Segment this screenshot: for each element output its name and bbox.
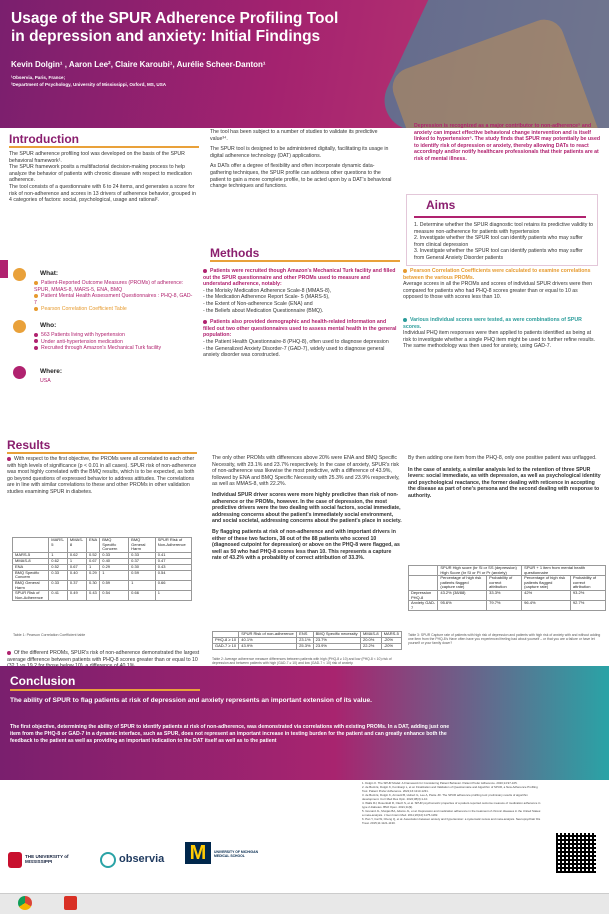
table-row (13, 570, 192, 580)
aim-item: 3. Investigate whether the SPUR tool can identify patients who may suffer from General Anxiety Disorder patients (414, 248, 583, 261)
table-header-cell: Probability of correct attribution (570, 576, 605, 591)
who-item-text: Under anti-hypertension medication (41, 338, 123, 345)
table-cell: 0.40 (67, 570, 86, 580)
table-cell: 0.66 (129, 591, 156, 601)
methods-detail: Individual PHQ item responses were then applied to patients identified as being at risk to investigate whether a single PHQ item might be used to further refine results. The same methodology was then used for anxiety, using GAD-7. (403, 330, 596, 350)
conclusion-heading: Conclusion (10, 674, 76, 688)
affiliation: ¹Observia, Paris, France; (11, 75, 66, 80)
table-cell: -20% (381, 644, 401, 650)
conclusion-lead: The ability of SPUR to flag patients at risk of depression and anxiety represents an important extension of its value. (10, 697, 373, 704)
table-header-cell: ENS (297, 632, 313, 638)
results-col3 (408, 455, 603, 500)
table-cell: 1 (67, 558, 86, 564)
reference-item: 3. de Bock E, Dolgin K, Arnould B, Hubert G, Lee A, Piette JD. The SPUR adherence profiling tool: preliminary results of algorithm development. Curr Med Res Opin. 2022;38(3):1-10. (362, 793, 528, 801)
table-cell: 1 (155, 591, 191, 601)
table-cell: Depression PHQ-8 (409, 590, 438, 600)
methods-subitem: - the Generalized Anxiety Disorder-7 (GAD-7), widely used to diagnose general anxiety disorder was constructed. (203, 345, 385, 359)
methods-heading: Methods (210, 246, 260, 260)
table-header-cell: BMQ Specific Concern (100, 538, 129, 553)
bullet-icon (34, 294, 38, 298)
aims-divider (414, 216, 586, 218)
table-cell: 23.9% (313, 644, 360, 650)
affiliations (11, 74, 166, 88)
table-cell: 0.54 (100, 591, 129, 601)
table-cell: 95.6% (438, 601, 487, 611)
table2-caption: Table 2: Average adherence measure differences between patients with high (PHQ-8 ≥ 10) and low (PHQ-8 < 10) risk of depression and between patients with high (GAD-7 ≥ 10) and low (GAD-7 < 10) risk of anxiety. (212, 657, 392, 665)
table-header-cell: SPUR + 1 item from mental health questionnaire (522, 566, 606, 576)
table-cell: 1 (129, 580, 156, 590)
table-row (213, 644, 402, 650)
bullet-icon (34, 339, 38, 343)
methods-point (203, 268, 398, 288)
table-cell: 20.0% (360, 638, 381, 644)
table-cell: 1 (100, 570, 129, 580)
bullet-icon (34, 307, 38, 311)
reference-item: 6. Pan Y, Cai W, Cheng Q, et al. Association between anxiety and hypertension: a systematic review and meta-analysis. Neuropsychiatr Dis Treat. 2015;11:1121-1130. (362, 817, 541, 825)
table-cell: 0.59 (129, 570, 156, 580)
intro-paragraph: The tool consists of a questionnaire with 6 to 24 items, and generates a score for risk of non-adherence and scores in 13 drivers of adherence behavior, grouped in 4 categories of factors: social, psychological, usage and rational². (9, 183, 196, 204)
table-header-cell: MARS-5 (49, 538, 68, 553)
bullet-icon (203, 269, 207, 273)
what-item (34, 306, 194, 313)
results-paragraph: By flagging patients at risk of non-adherence and with important drivers in either of these two factors, 38 out of the 88 patients who scored 10 (diagnosed cutpoint for depression) or above on the PHQ-8 were flagged, as well as 50 who had PHQ-8 scores less than 10. This represents a capture rate of 43.2% with a probability of correct attribution of 33.3%. (212, 528, 400, 562)
bullet-icon (403, 269, 407, 273)
table-header-cell: Probability of correct attribution (487, 576, 522, 591)
observia-logo-text: observia (119, 853, 165, 865)
bullet-icon (34, 281, 38, 285)
table-cell: 22.2% (360, 644, 381, 650)
conclusion-body: The first objective, determining the ability of SPUR to identify patients at risk of non-adherence, was demonstrated via correlations with existing PROMs. In a DAT, adding just one item from the PHQ-8 or GAD-7 in a dynamic interface, such as SPUR, does not represent an important increase in testing burden for the patient and can greatly enhance both the feedback to the patient as well as providing an important indication to the DAT itself as well as to the patient (10, 724, 450, 744)
intro-paragraph: As DATs offer a degree of flexibility and often incorporate dynamic data-gathering techniques, the SPUR profile can address other questions to the patient to gain a more complete profile, to be acted upon by a DAT's behavioral change techniques and functions. (210, 163, 392, 190)
results-paragraph: The only other PROMs with differences above 20% were ENA and BMQ Specific Necessity, with 23.1% and 23.7% respectively. In the case of anxiety, SPUR's risk of non-adherence was likewise the most predictive, with a difference of 43.9%, followed by ENA and BMQ Specific Necessity with 25.3% and 23.9% respectively, as well as MMAS-8, with 22.2%. (212, 455, 400, 488)
intro-paragraph: The SPUR framework posits a multifactorial decision-making process to help analyze the behavior of patients with chronic disease with respect to medication adherence. (9, 164, 192, 184)
table-cell: BMQ General Harm (13, 580, 49, 590)
results-paragraph: Of the different PROMs, SPUR's risk of non-adherence demonstrated the largest average difference between patients with PHQ-8 scores greater than or equal to 10 (7, 650, 200, 663)
who-item-text: 563 Patients living with hypertension (41, 332, 125, 338)
where-value: USA (40, 378, 51, 384)
intro-divider (9, 146, 199, 148)
table-cell: 0.30 (129, 564, 156, 570)
table-cell: 40.1% (239, 638, 297, 644)
table-header-row (13, 538, 192, 553)
question-icon (13, 268, 26, 281)
table-header-cell (409, 566, 438, 576)
table-header-row (409, 566, 606, 576)
table-cell: 23.1% (297, 638, 313, 644)
results-paragraph: With respect to the first objective, the PROMs were all correlated to each other with high levels of significance (p < 0.01 in all cases). SPUR risk of non-adherence was most highly correlated with the BMQ results, which is to be expected, as both go beyond questions of expressed behavior to address attitudes. The correlations are in line with similar correlations to these and other PROMs in other validation studies examining SPUR in diabetes. (7, 456, 197, 495)
who-item-text: Recruited through Amazon's Mechanical Turk facility (41, 345, 162, 352)
methods-point (403, 268, 598, 281)
pdf-icon[interactable] (64, 896, 77, 910)
table-cell: 25.3% (297, 644, 313, 650)
correlation-table (12, 537, 192, 601)
methods-point-text: Pearson Correlation Coefficients were calculated to examine correlations between the various PROMs. (403, 268, 591, 281)
table1-caption: Table 1: Pearson Correlation Coefficient table (13, 633, 86, 637)
table-cell: 33.3% (487, 590, 522, 600)
title-line: Usage of the SPUR Adherence Profiling Tool (11, 10, 339, 27)
qr-code (556, 833, 596, 873)
table3-caption: Table 3: SPUR Capture rate of patients with high risk of depression and patients with high risk of anxiety with and without adding one item from the PHQ-8's Have often have you experienced feeling bad about yourself – or that you are a failure or have let yourself or your family down? (408, 633, 601, 645)
conclusion-band (0, 666, 609, 780)
michigan-logo-text: UNIVERSITY OF MICHIGAN MEDICAL SCHOOL (214, 850, 259, 858)
methods-subitem: - the Extent of Non-adherence Scale (ENA) and (203, 300, 313, 307)
table-header-cell: ENA (87, 538, 100, 553)
differences-table (212, 631, 402, 650)
what-label: What: (40, 270, 59, 277)
where-label: Where: (40, 368, 63, 375)
table-cell: 43.9% (239, 644, 297, 650)
what-item-text: Patient-Reported Outcome Measures (PROMs) of adherence: SPUR, MMAS-8, MARS-5, ENA, BMQ (34, 280, 184, 293)
taskbar (0, 893, 609, 914)
methods-subitem: - the Beliefs about Medication Questionnaire (BMQ). (203, 307, 324, 314)
aims-list (414, 222, 594, 262)
ole-miss-seal-icon (8, 852, 22, 868)
bullet-icon (34, 346, 38, 350)
table-cell: 0.54 (155, 570, 191, 580)
table-cell: 0.67 (67, 564, 86, 570)
table-row (13, 580, 192, 590)
table-cell: Anxiety GAD-7 (409, 601, 438, 611)
methods-subitem: - the Morisky Medication Adherence Scale-8 (MMAS-8), (203, 287, 332, 294)
table-cell: 0.33 (100, 552, 129, 558)
side-accent (0, 260, 8, 278)
table-cell: 23.7% (313, 638, 360, 644)
who-list (34, 332, 194, 352)
table-cell: 0.33 (129, 552, 156, 558)
table-header-cell: Percentage of high risk patients flagged (capture rate) (522, 576, 571, 591)
observia-logo-icon (100, 852, 116, 868)
aim-item: 1. Determine whether the SPUR diagnostic tool retains its predictive validity to measure non-adherence for patients with hypertension (414, 222, 594, 235)
table-cell: 0.49 (67, 591, 86, 601)
table-header-cell: SPUR Risk of Non-Adherence (155, 538, 191, 553)
table-cell: 1 (87, 564, 100, 570)
table-cell: 0.37 (67, 580, 86, 590)
location-icon (13, 366, 26, 379)
reference-item: 2. de Bock E, Dolgin K, Kombargi L, et al. Finalization and Validation of Questionnaire and Algorithm of SPUR, a New Adherence Profiling Tool. Patient Prefer Adherence. 2022;16:1213-1231. (362, 785, 538, 793)
chrome-icon[interactable] (18, 896, 32, 910)
michigan-m-icon: M (185, 842, 211, 864)
table-cell: MARS-5 (13, 552, 49, 558)
methods-point (203, 319, 398, 339)
methods-point-text: Patients also provided demographic and health-related information and filled out two other questionnaires used to assess mental health in the general population: (203, 319, 397, 339)
reference-item: 5. Grenard JL, Munjas BA, Adams JL, et al. Depression and medication adherence in the treatment of chronic diseases in the United States: a meta-analysis. J Gen Intern Med. 2011;26(10):1175-1182. (362, 809, 541, 817)
results-paragraph: In the case of anxiety, a similar analysis led to the retention of three SPUR levers: social immediate, as with depression, as well as psychological identity and psychological reactance, the former dealing with reticence in accepting the disease as part of one's persona and the second dealing with response to authority. (408, 466, 601, 499)
table-header-cell: MMAS-8 (67, 538, 86, 553)
methods-detail: Average scores in all the PROMs and scores of individual SPUR drivers were then compared for patients who had PHQ-8 scores greater than or equal to 10 as opposed to those with scores less than 10. (403, 281, 593, 301)
table-header-cell (409, 576, 438, 591)
table-cell: 0.62 (49, 558, 68, 564)
ole-miss-logo-text: THE UNIVERSITY of MISSISSIPPI (25, 854, 69, 865)
table-cell: 42% (522, 590, 571, 600)
methods-col1 (203, 268, 398, 359)
intro-paragraph: The SPUR tool is designed to be administered digitally, facilitating its usage in digital adherence technology (DAT) applications. (210, 146, 389, 159)
methods-point-text: Various individual scores were tested, as were combinations of SPUR scores. (403, 316, 582, 330)
table-cell: 79.7% (487, 601, 522, 611)
capture-rate-table (408, 565, 606, 611)
table-header-cell: MARS-5 (381, 632, 401, 638)
table-cell: 0.41 (49, 591, 68, 601)
table-header-cell: BMQ Specific necessity (313, 632, 360, 638)
table-cell: 0.40 (100, 558, 129, 564)
table-cell: 0.59 (100, 580, 129, 590)
table-cell: 43.2% (38/88) (438, 590, 487, 600)
table-cell: 0.43 (155, 564, 191, 570)
methods-col2 (403, 268, 598, 350)
table-header-cell: BMQ General Harm (129, 538, 156, 553)
table-cell: 0.33 (49, 570, 68, 580)
intro-highlight: Depression is recognized as a major contributor to non-adherence⁵ and anxiety can impact effective behavioral change intervention and is itself linked to hypertension⁶. The study finds that SPUR may potentially be used to identify risk of depression or anxiety, thereby allowing DATs to react accordingly and/or notify healthcare professionals that their patients are at risk of mental illness. (414, 123, 600, 162)
title-line: in depression and anxiety: Initial Findings (11, 28, 321, 45)
who-label: Who: (40, 322, 57, 329)
methods-point (403, 317, 598, 330)
table-cell: 0.62 (67, 552, 86, 558)
references (362, 781, 542, 825)
table-cell: GAD-7 ≥ 10 (213, 644, 239, 650)
table-cell: 0.29 (87, 570, 100, 580)
table-cell: PHQ-8 ≥ 10 (213, 638, 239, 644)
results-heading: Results (7, 438, 51, 452)
table-cell: 0.52 (49, 564, 68, 570)
table-cell: 0.67 (87, 558, 100, 564)
table-cell: 0.47 (155, 558, 191, 564)
table-row (13, 591, 192, 601)
person-icon (13, 320, 26, 333)
what-item-text: Patient Mental Health Assessment Questionnaires : PHQ-8, GAD-7 (34, 293, 193, 306)
table-cell: 0.29 (100, 564, 129, 570)
who-item (34, 332, 194, 339)
reference-item: 4. Walls RJ, Rosenfeld R, Olech S, et al. SPUR psychometric properties of a patient-reported outcome measure of medication adherence in type 2 diabetes. BMJ Open. 2021;11(9). (362, 801, 541, 809)
table-cell: ENA (13, 564, 49, 570)
table-header-cell: MMAS-8 (360, 632, 381, 638)
intro-paragraph: The tool has been subject to a number of studies to validate its predictive value³⁴. (210, 129, 378, 142)
bullet-icon (203, 320, 207, 324)
methods-subitem: - the Medication Adherence Report Scale- 5 (MARS-5), (203, 294, 330, 301)
what-item-text: Pearson Correlation Coefficient Table (41, 306, 127, 313)
results-paragraph: Individual SPUR driver scores were more highly predictive than risk of non-adherence or the PROMs, however. In the case of depression, the most predictive drivers were the two dealing with social factors, social immediate, addressing concerns about the patient's immediately social environment, and social societal, addressing concerns about the patient's place in society. (212, 491, 402, 525)
bullet-icon (34, 333, 38, 337)
intro-paragraph: The SPUR adherence profiling tool was developed on the basis of the SPUR behavioral framework¹. (9, 151, 185, 164)
aims-heading: Aims (426, 198, 456, 212)
table-cell: 0.43 (87, 591, 100, 601)
table-cell: MMAS-8 (13, 558, 49, 564)
bullet-icon (403, 318, 407, 322)
what-item (34, 293, 194, 306)
table-header-cell: SPUR High score (br Si or SS (depression) High Score (br SI or PI or Pr (anxiety) (438, 566, 522, 576)
table-cell: 92.7% (570, 601, 605, 611)
table-header-cell: SPUR Risk of non-adherence (239, 632, 297, 638)
intro-text-col2 (210, 129, 395, 190)
table-cell: 0.30 (87, 580, 100, 590)
table-cell: BMQ Specific Concern (13, 570, 49, 580)
bullet-icon (7, 651, 11, 655)
reference-item: 1. Dolgin K. The SPUR Model: A Framework for Considering Patient Behavior. Patient Prefer Adherence. 2020;14:97-105. (362, 781, 518, 785)
table-header-cell: Percentage of high risk patients flagged (capture rate) (438, 576, 487, 591)
intro-text (9, 151, 199, 204)
table-cell: 0.41 (155, 552, 191, 558)
table-row (409, 601, 606, 611)
results-intro (7, 456, 200, 496)
results-col2 (212, 455, 402, 562)
table-row (409, 590, 606, 600)
table-cell: 1 (49, 552, 68, 558)
what-item (34, 280, 194, 293)
table-cell: 0.52 (87, 552, 100, 558)
authors: Kevin Dolgin¹ , Aaron Lee², Claire Karoubi¹, Aurélie Scheer-Danton¹ (11, 60, 266, 69)
table-cell: -20% (381, 638, 401, 644)
poster-title (11, 10, 431, 46)
methods-point-text: Patients were recruited though Amazon's Mechanical Turk facility and filled out the SPUR questionnaire and other PROMs used to measure and understand adherence, notably: (203, 268, 396, 288)
who-item (34, 339, 194, 346)
results-paragraph: By then adding one item from the PHQ-8, only one positive patient was unflagged. (408, 455, 597, 461)
aim-item: 2. Investigate whether the SPUR tool can identify patients who may suffer from clinical depression (414, 235, 583, 248)
table-cell: 0.33 (49, 580, 68, 590)
bullet-icon (7, 457, 11, 461)
methods-divider (210, 260, 400, 262)
methods-subitem: - the Patient Health Questionnaire-8 (PHQ-8), often used to diagnose depression (203, 338, 389, 345)
conclusion-divider (10, 689, 200, 691)
results-divider (7, 452, 197, 454)
table-cell: 0.37 (129, 558, 156, 564)
table-header-row (409, 576, 606, 591)
table-cell: 96.4% (522, 601, 571, 611)
table-cell: 93.2% (570, 590, 605, 600)
table-cell: SPUR Risk of Non-Adherence (13, 591, 49, 601)
intro-heading: Introduction (9, 132, 79, 146)
affiliation: ²Department of Psychology, University of Mississippi, Oxford, MS, USA (11, 82, 167, 87)
table-cell: 0.66 (155, 580, 191, 590)
what-list (34, 280, 194, 313)
who-item (34, 345, 194, 352)
table-header-cell (13, 538, 49, 553)
